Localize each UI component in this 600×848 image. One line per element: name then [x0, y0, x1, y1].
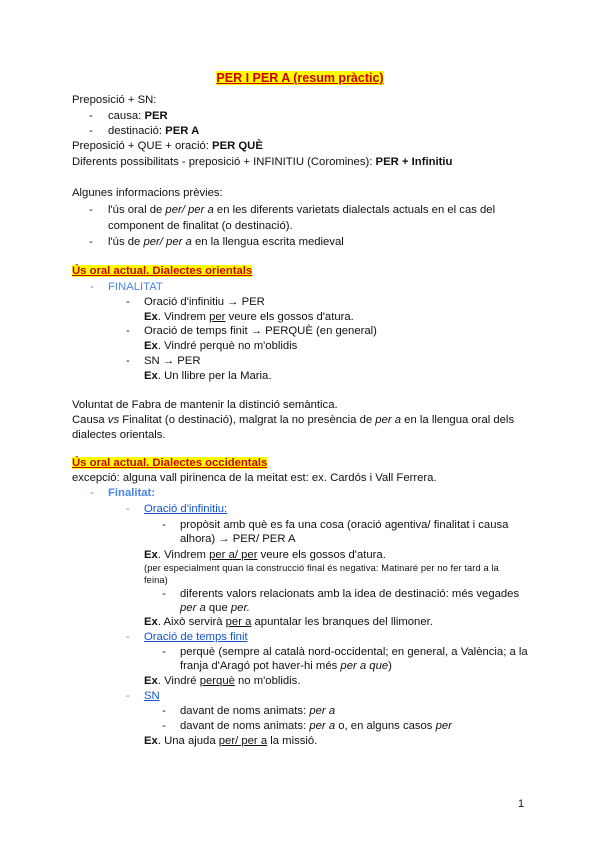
- occidental-infinitiu-item-1: propòsit amb què es fa una cosa (oració agentiva/ finalitat i causa: [180, 519, 509, 531]
- bullet-dash: -: [126, 631, 130, 643]
- bullet-dash: -: [126, 296, 130, 308]
- bullet-dash: -: [89, 125, 93, 137]
- bullet-dash: -: [162, 519, 166, 531]
- occidental-example-3: Ex. Vindré perquè no m'oblidis.: [144, 675, 301, 687]
- bullet-dash: -: [162, 646, 166, 658]
- bullet-dash: -: [89, 110, 93, 122]
- occidental-link-sn[interactable]: SN: [144, 690, 160, 702]
- oriental-paragraph-1: Voluntat de Fabra de mantenir la distinció semàntica.: [72, 399, 338, 411]
- occidental-link-temps-finit[interactable]: Oració de temps finit: [144, 631, 248, 643]
- oriental-example-2: Ex. Vindré perquè no m'oblidis: [144, 340, 298, 352]
- bullet-dash: -: [89, 204, 93, 216]
- bullet-dash: -: [126, 355, 130, 367]
- bullet-dash: -: [126, 503, 130, 515]
- bullet-dash: -: [89, 236, 93, 248]
- bullet-dash: -: [162, 705, 166, 717]
- bullet-dash: -: [162, 588, 166, 600]
- prev-item-2: l'ús de per/ per a en la llengua escrita medieval: [108, 236, 344, 248]
- intro-infinitiu: Diferents possibilitats - preposició + INFINITIU (Coromines): PER + Infinitiu: [72, 156, 453, 168]
- intro-que: Preposició + QUE + oració: PER QUÈ: [72, 140, 263, 152]
- bullet-dash: -: [126, 325, 130, 337]
- occidental-infinitiu-item-2-cont: per a que per.: [180, 602, 250, 614]
- bullet-dash: -: [90, 487, 94, 499]
- occidental-note-cont: feina): [144, 575, 168, 585]
- oriental-item-1: Oració d'infinitiu → PER: [144, 296, 265, 308]
- occidental-exception: excepció: alguna vall pirinenca de la meitat est: ex. Cardós i Vall Ferrera.: [72, 472, 437, 484]
- prev-item-1: l'ús oral de per/ per a en les diferents varietats dialectals actuals en el cas del: [108, 204, 496, 216]
- occidental-note: (per especialment quan la construcció final és negativa: Matinaré per no fer tard a la: [144, 563, 499, 573]
- oriental-item-2: Oració de temps finit → PERQUÈ (en general): [144, 325, 377, 337]
- prev-item-1-cont: component de finalitat (o destinació).: [108, 220, 293, 232]
- occidental-sn-item-2: davant de noms animats: per a o, en alguns casos per: [180, 720, 452, 732]
- bullet-dash: -: [90, 281, 94, 293]
- page-number: 1: [518, 798, 525, 810]
- occidental-link-infinitiu[interactable]: Oració d'infinitiu:: [144, 503, 228, 515]
- oriental-paragraph-3: dialectes orientals.: [72, 429, 166, 441]
- oriental-paragraph-2: Causa vs Finalitat (o destinació), malgrat la no presència de per a en la llengua oral dels: [72, 414, 515, 426]
- title-text: PER I PER A (resum pràctic): [216, 71, 384, 85]
- page-title: [0, 71, 600, 85]
- intro-line: Preposició + SN:: [72, 94, 157, 106]
- oriental-example-1: Ex. Vindrem per veure els gossos d'atura.: [144, 311, 354, 323]
- prev-heading: Algunes informacions prèvies:: [72, 187, 223, 199]
- section-heading-occidental: Ús oral actual. Dialectes occidentals: [72, 457, 268, 469]
- oriental-item-3: SN → PER: [144, 355, 201, 367]
- occidental-infinitiu-item-2: diferents valors relacionats amb la idea de destinació: més vegades: [180, 588, 520, 600]
- occidental-finalitat: Finalitat:: [108, 487, 156, 499]
- intro-destinacio: destinació: PER A: [108, 125, 200, 137]
- occidental-temps-item-1: perquè (sempre al català nord-occidental; en general, a València; a la: [180, 646, 528, 658]
- intro-causa: causa: PER: [108, 110, 168, 122]
- section-heading-oriental: Ús oral actual. Dialectes orientals: [72, 265, 253, 277]
- occidental-temps-item-1-cont: franja d'Aragó pot haver-hi més per a que): [180, 660, 392, 672]
- occidental-example-2: Ex. Això servirà per a apuntalar les branques del llimoner.: [144, 616, 433, 628]
- occidental-sn-item-1: davant de noms animats: per a: [180, 705, 336, 717]
- bullet-dash: -: [126, 690, 130, 702]
- oriental-finalitat: FINALITAT: [108, 281, 163, 293]
- occidental-infinitiu-item-1-cont: alhora) → PER/ PER A: [180, 533, 296, 545]
- bullet-dash: -: [162, 720, 166, 732]
- oriental-example-3: Ex. Un llibre per la Maria.: [144, 370, 272, 382]
- occidental-example-1: Ex. Vindrem per a/ per veure els gossos d'atura.: [144, 549, 386, 561]
- occidental-example-4: Ex. Una ajuda per/ per a la missió.: [144, 735, 318, 747]
